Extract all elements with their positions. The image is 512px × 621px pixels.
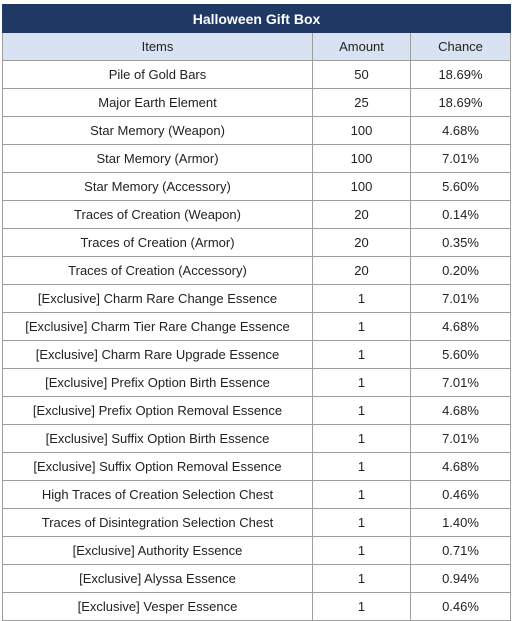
cell-chance: 18.69% [411,89,511,117]
column-header-chance: Chance [411,33,511,61]
cell-item: [Exclusive] Alyssa Essence [3,565,313,593]
cell-amount: 1 [313,341,411,369]
cell-amount: 1 [313,313,411,341]
cell-amount: 1 [313,425,411,453]
cell-item: Star Memory (Armor) [3,145,313,173]
cell-amount: 1 [313,593,411,621]
cell-amount: 25 [313,89,411,117]
cell-item: [Exclusive] Vesper Essence [3,593,313,621]
cell-chance: 4.68% [411,313,511,341]
cell-amount: 100 [313,173,411,201]
table-row [3,229,511,257]
cell-amount: 50 [313,61,411,89]
cell-item: [Exclusive] Suffix Option Birth Essence [3,425,313,453]
table-row [3,89,511,117]
cell-item: Pile of Gold Bars [3,61,313,89]
table-row [3,537,511,565]
cell-item: Traces of Disintegration Selection Chest [3,509,313,537]
cell-chance: 7.01% [411,369,511,397]
cell-amount: 1 [313,565,411,593]
cell-chance: 7.01% [411,145,511,173]
cell-chance: 5.60% [411,341,511,369]
table-row [3,425,511,453]
cell-amount: 20 [313,257,411,285]
cell-amount: 1 [313,397,411,425]
table-row [3,313,511,341]
cell-item: Traces of Creation (Weapon) [3,201,313,229]
cell-amount: 1 [313,369,411,397]
cell-amount: 1 [313,481,411,509]
table-title-row [3,5,511,33]
cell-item: [Exclusive] Charm Rare Change Essence [3,285,313,313]
table-row [3,341,511,369]
table-row [3,285,511,313]
cell-chance: 4.68% [411,397,511,425]
cell-amount: 1 [313,285,411,313]
table-row [3,145,511,173]
cell-amount: 20 [313,201,411,229]
cell-item: [Exclusive] Charm Tier Rare Change Essence [3,313,313,341]
table-row [3,397,511,425]
cell-item: [Exclusive] Prefix Option Removal Essence [3,397,313,425]
cell-chance: 0.14% [411,201,511,229]
cell-amount: 1 [313,453,411,481]
cell-item: Major Earth Element [3,89,313,117]
cell-amount: 1 [313,537,411,565]
cell-item: High Traces of Creation Selection Chest [3,481,313,509]
cell-chance: 4.68% [411,453,511,481]
cell-chance: 7.01% [411,425,511,453]
cell-chance: 18.69% [411,61,511,89]
cell-item: [Exclusive] Suffix Option Removal Essence [3,453,313,481]
table-body [3,61,511,621]
column-header-items: Items [3,33,313,61]
cell-chance: 0.20% [411,257,511,285]
cell-item: Star Memory (Accessory) [3,173,313,201]
cell-chance: 0.71% [411,537,511,565]
table-header-row [3,33,511,61]
table-row [3,61,511,89]
cell-amount: 20 [313,229,411,257]
table-row [3,509,511,537]
cell-amount: 100 [313,145,411,173]
table-row [3,173,511,201]
cell-chance: 0.94% [411,565,511,593]
cell-chance: 0.35% [411,229,511,257]
cell-chance: 4.68% [411,117,511,145]
table-row [3,481,511,509]
table-row [3,453,511,481]
cell-chance: 0.46% [411,481,511,509]
cell-chance: 1.40% [411,509,511,537]
cell-chance: 0.46% [411,593,511,621]
cell-item: Traces of Creation (Armor) [3,229,313,257]
cell-chance: 7.01% [411,285,511,313]
cell-amount: 1 [313,509,411,537]
drop-rate-table [2,4,511,621]
table-row [3,593,511,621]
table-row [3,201,511,229]
cell-item: Star Memory (Weapon) [3,117,313,145]
table-row [3,117,511,145]
cell-amount: 100 [313,117,411,145]
cell-item: [Exclusive] Authority Essence [3,537,313,565]
cell-chance: 5.60% [411,173,511,201]
table-row [3,565,511,593]
column-header-amount: Amount [313,33,411,61]
cell-item: Traces of Creation (Accessory) [3,257,313,285]
table-title: Halloween Gift Box [3,5,511,33]
table-row [3,369,511,397]
drop-rate-table-container [2,4,510,621]
cell-item: [Exclusive] Prefix Option Birth Essence [3,369,313,397]
cell-item: [Exclusive] Charm Rare Upgrade Essence [3,341,313,369]
table-row [3,257,511,285]
